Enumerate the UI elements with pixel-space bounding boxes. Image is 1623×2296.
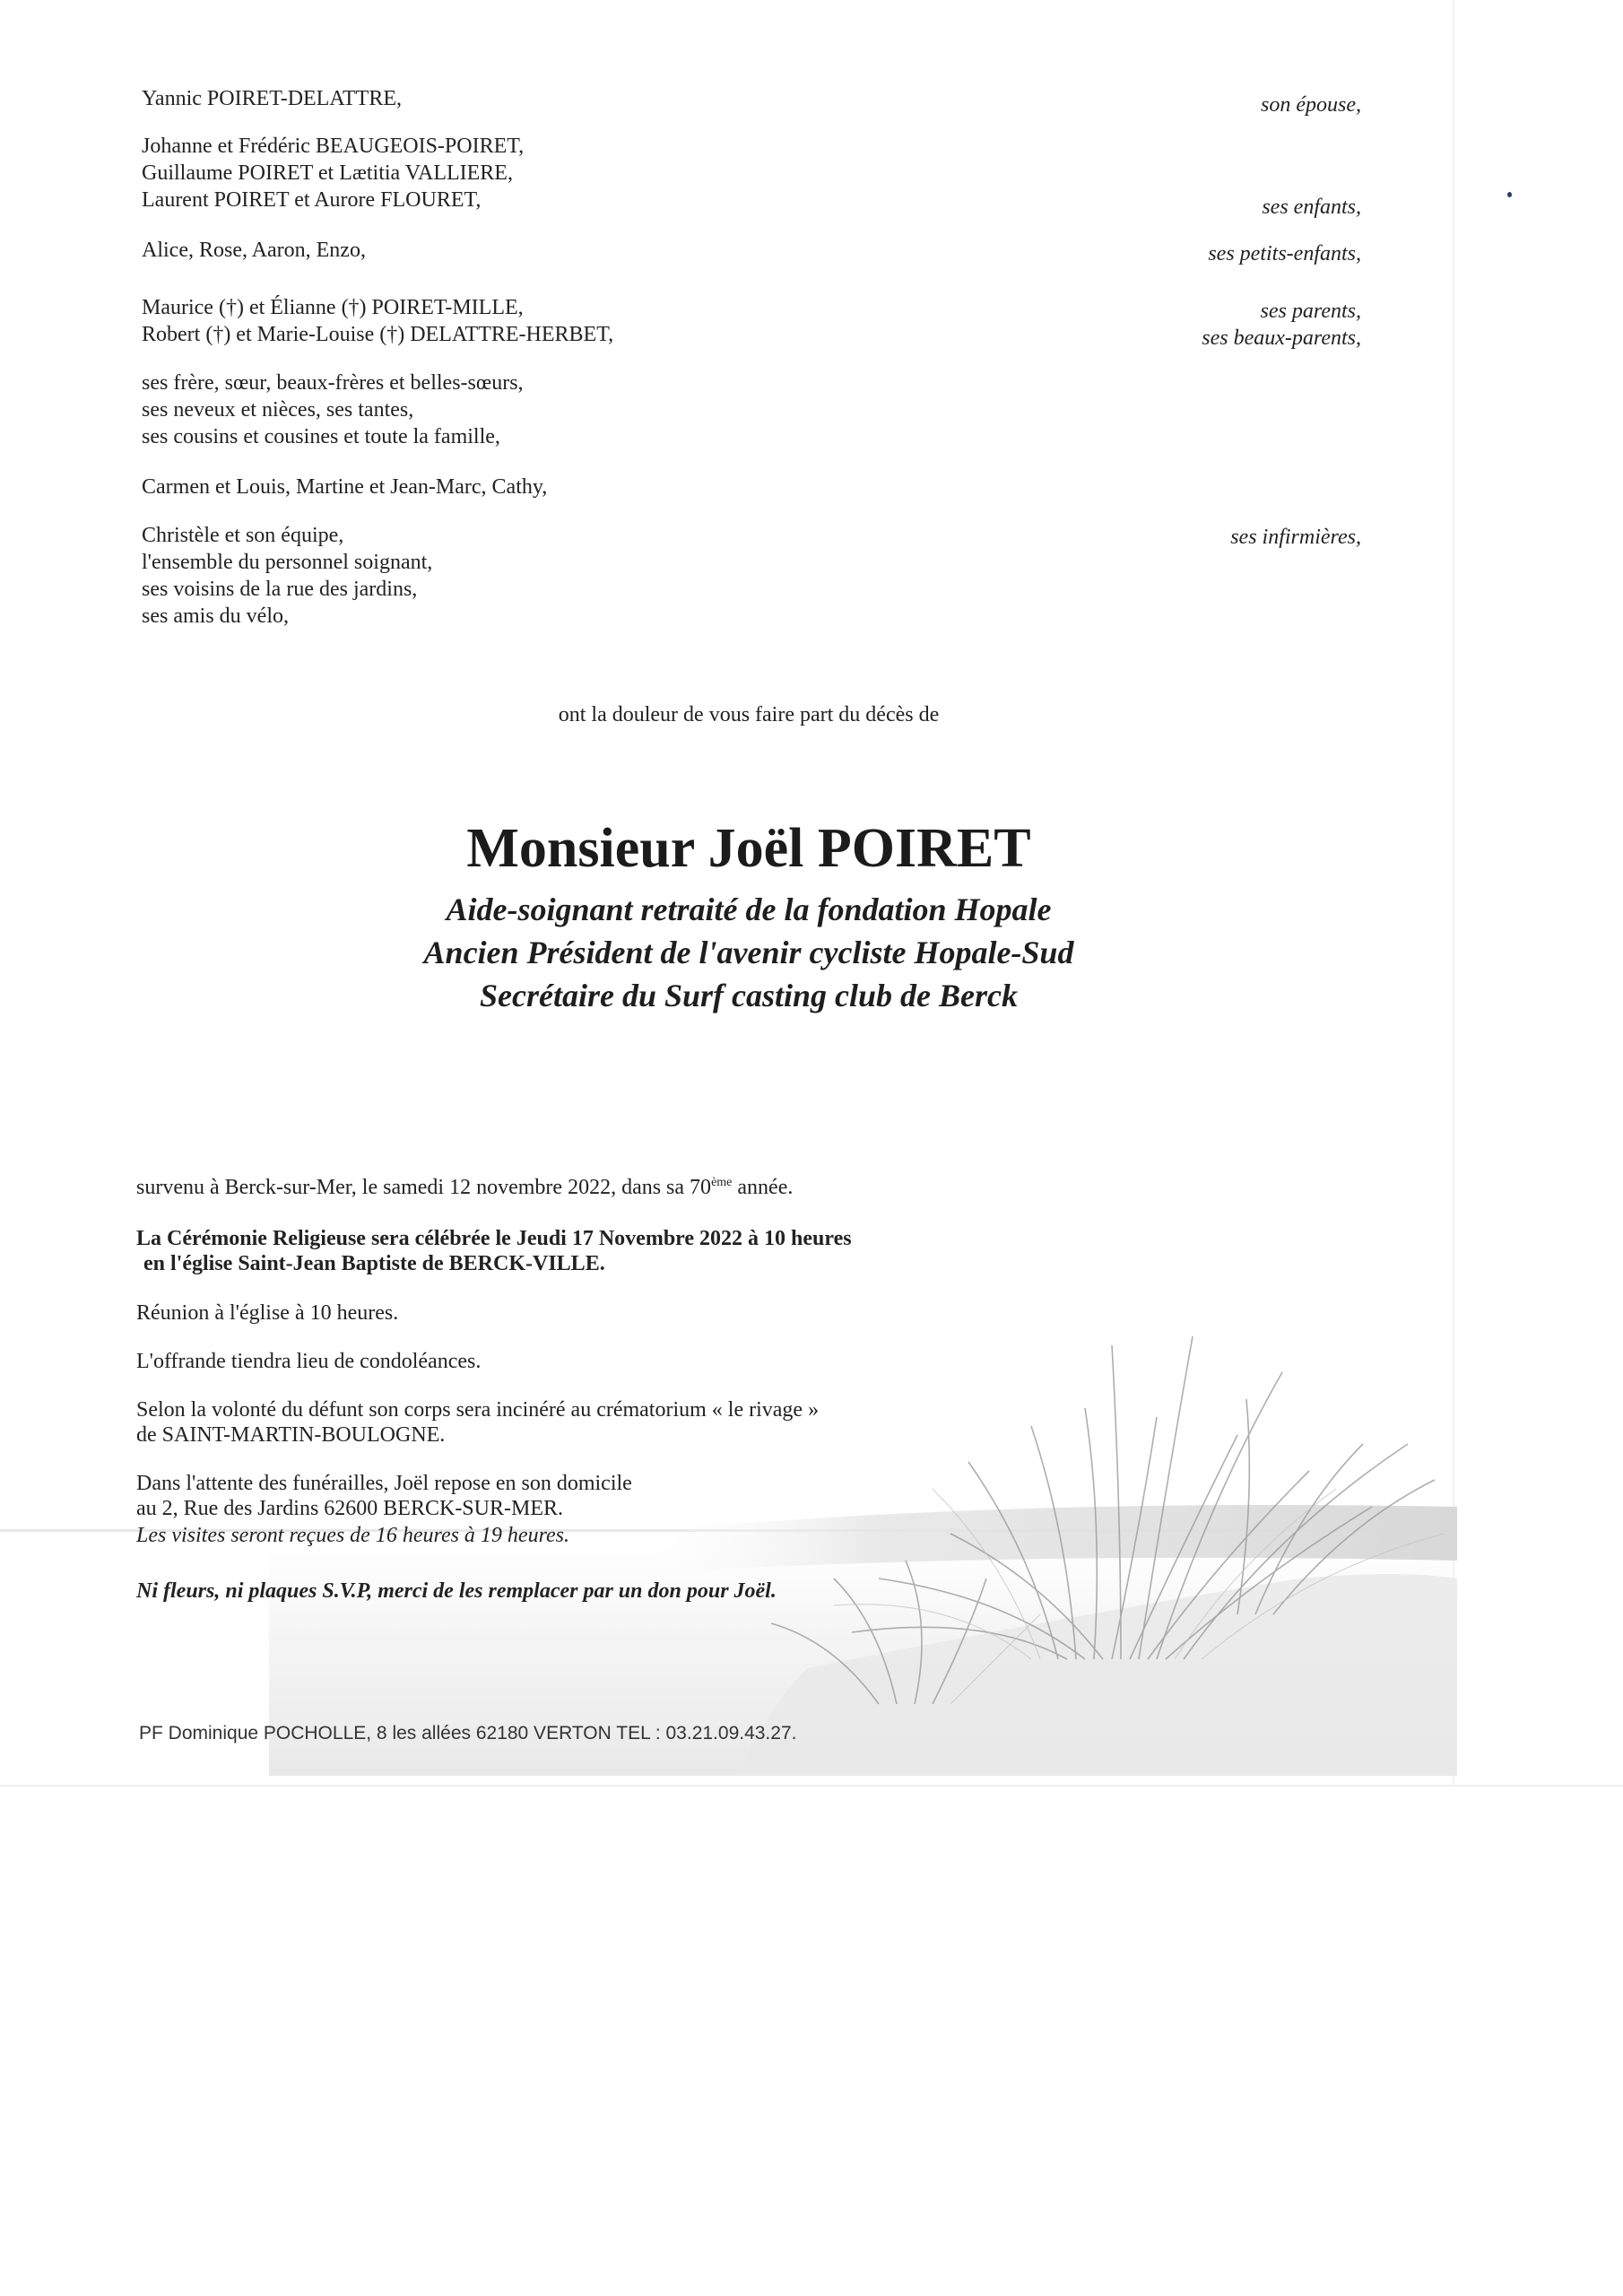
family-line: ses voisins de la rue des jardins, <box>142 578 418 601</box>
relation-label-grandchildren: ses petits-enfants, <box>1208 242 1361 265</box>
death-superscript: ème <box>711 1176 733 1189</box>
family-line: ses cousins et cousines et toute la famille, <box>142 425 500 448</box>
offering-notice: L'offrande tiendra lieu de condoléances. <box>136 1350 482 1373</box>
family-line: ses neveux et nièces, ses tantes, <box>142 398 414 422</box>
family-group-children <box>142 133 787 213</box>
relation-label-parents: ses parents, <box>1260 300 1361 323</box>
family-line: Carmen et Louis, Martine et Jean-Marc, Cathy, <box>142 475 548 499</box>
family-group-grandchildren <box>142 237 787 264</box>
family-line: Laurent POIRET et Aurore FLOURET, <box>142 188 482 212</box>
rest-notice <box>136 1471 1033 1521</box>
flowers-notice: Ni fleurs, ni plaques S.V.P, merci de les remplacer par un don pour Joël. <box>136 1579 777 1603</box>
meeting-notice: Réunion à l'église à 10 heures. <box>136 1301 399 1325</box>
cremation-notice <box>136 1397 1033 1448</box>
deceased-roles <box>0 888 1497 1017</box>
family-group-relatives <box>142 370 787 450</box>
family-group-caregivers <box>142 522 787 630</box>
rest-line: Dans l'attente des funérailles, Joël repose en son domicile <box>136 1472 632 1495</box>
announcement-intro: ont la douleur de vous faire part du décès de <box>558 703 940 726</box>
family-line: l'ensemble du personnel soignant, <box>142 551 433 574</box>
funeral-home-footer: PF Dominique POCHOLLE, 8 les allées 62180 VERTON TEL : 03.21.09.43.27. <box>139 1723 797 1744</box>
family-line: ses frère, sœur, beaux-frères et belles-sœurs, <box>142 371 524 395</box>
ceremony-notice <box>136 1226 1033 1276</box>
relation-label-nurses: ses infirmières, <box>1230 526 1361 549</box>
role-line: Ancien Président de l'avenir cycliste Hopale-Sud <box>423 935 1074 970</box>
ceremony-line: La Cérémonie Religieuse sera célébrée le Jeudi 17 Novembre 2022 à 10 heures <box>136 1227 852 1250</box>
role-line: Aide-soignant retraité de la fondation Hopale <box>446 891 1052 927</box>
family-line: ses amis du vélo, <box>142 604 289 628</box>
death-text: survenu à Berck-sur-Mer, le samedi 12 novembre 2022, dans sa 70 <box>136 1176 712 1199</box>
visits-notice: Les visites seront reçues de 16 heures à 19 heures. <box>136 1524 570 1547</box>
family-group-spouse <box>142 85 787 112</box>
family-line: Yannic POIRET-DELATTRE, <box>142 87 403 110</box>
scan-mark <box>1507 192 1512 197</box>
relation-label-children: ses enfants, <box>1262 196 1361 219</box>
ceremony-line: en l'église Saint-Jean Baptiste de BERCK-VILLE. <box>143 1252 605 1275</box>
death-notice <box>136 1175 1033 1200</box>
page-bottom-edge <box>0 1785 1623 1787</box>
family-line: Guillaume POIRET et Lætitia VALLIERE, <box>142 161 513 185</box>
family-line: Johanne et Frédéric BEAUGEOIS-POIRET, <box>142 135 525 158</box>
deceased-name: Monsieur Joël POIRET <box>466 818 1031 879</box>
family-line: Robert (†) et Marie-Louise (†) DELATTRE-HERBET, <box>142 323 614 346</box>
family-line: Alice, Rose, Aaron, Enzo, <box>142 239 366 262</box>
family-group-friends <box>142 474 787 500</box>
family-line: Maurice (†) et Élianne (†) POIRET-MILLE, <box>142 296 524 319</box>
family-line: Christèle et son équipe, <box>142 524 344 547</box>
family-group-parents <box>142 294 787 348</box>
relation-label-spouse: son épouse, <box>1261 93 1361 117</box>
death-text-end: année. <box>732 1176 794 1199</box>
cremation-line: Selon la volonté du défunt son corps sera incinéré au crématorium « le rivage » <box>136 1398 820 1422</box>
rest-line: au 2, Rue des Jardins 62600 BERCK-SUR-MER. <box>136 1497 563 1520</box>
role-line: Secrétaire du Surf casting club de Berck <box>480 978 1018 1013</box>
relation-label-parents-in-law: ses beaux-parents, <box>1202 326 1361 350</box>
cremation-line: de SAINT-MARTIN-BOULOGNE. <box>136 1423 446 1447</box>
